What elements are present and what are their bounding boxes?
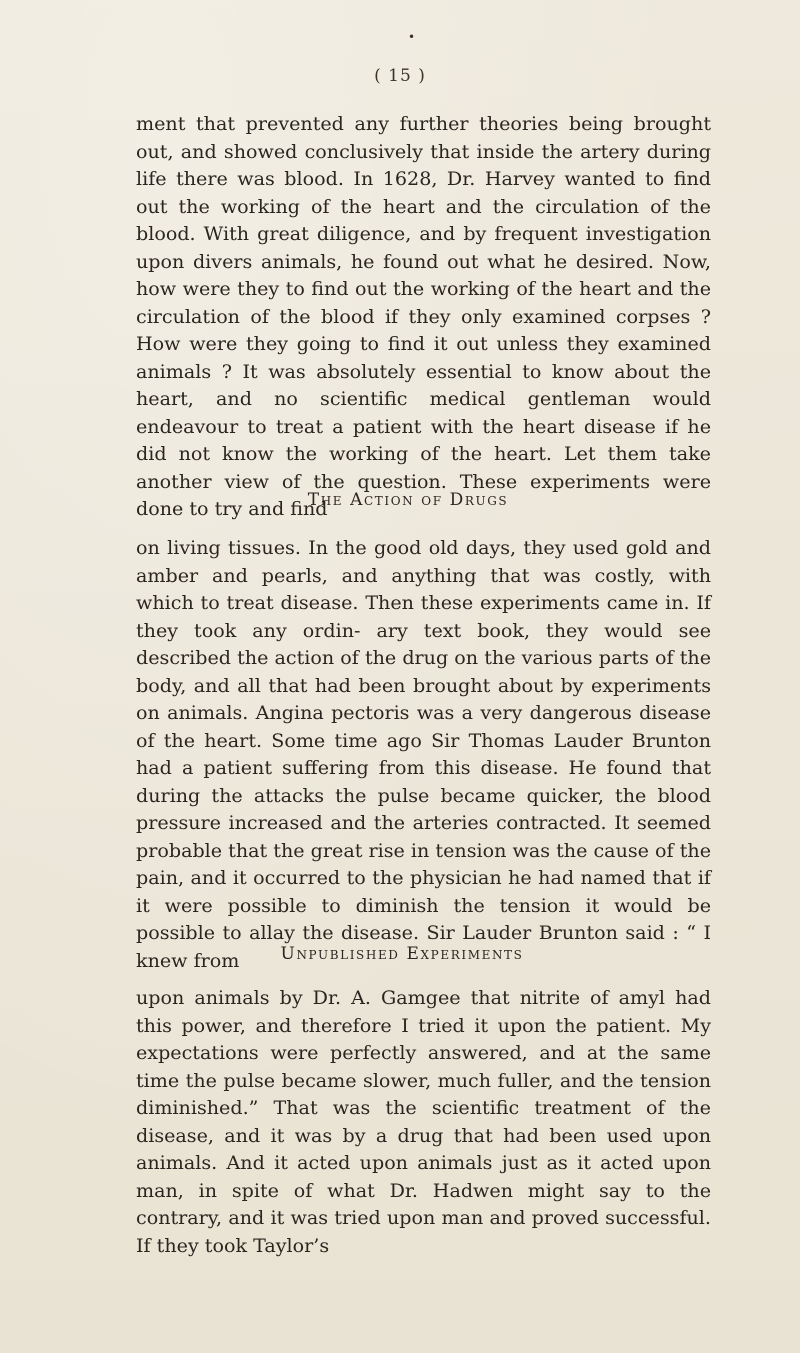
paragraph: on living tissues. In the good old days, they used gold and amber and pearls, and anything that was costly, with which to treat disease. Then these experiments came in. If they took any ordin- ary text book, they would see described the action of the drug on the various parts of the body, and all that had been brought about by experiments on animals. Angina pectoris was a very dangerous disease of the heart. Some time ago Sir Thomas Lauder Brunton had a patient suffering from this disease. He found that during the attacks the pulse became quicker, the blood pressure increased and the arteries contracted. It seemed probable that the great rise in tension was the cause of the pain, and it occurred to the physician he had named that if it were possible to diminish the tension it would be possible to allay the disease. Sir Lauder Brunton said : “ I knew from (136, 536, 711, 972)
section-heading-action-of-drugs: The Action of Drugs (307, 490, 509, 510)
page-number: ( 15 ) (374, 66, 426, 86)
paragraph: upon animals by Dr. A. Gamgee that nitrite of amyl had this power, and therefore I tried it upon the patient. My expectations were perfectly answered, and at the same time the pulse became slower, much fuller, and the tension diminished.” That was the scientific treatment of the disease, and it was by a drug that had been used upon animals. And it acted upon animals just as it acted upon man, in spite of what Dr. Hadwen might say to the contrary, and it was tried upon man and proved successful. If they took Taylor’s (136, 986, 711, 1257)
printer-mark: • (408, 30, 416, 44)
section-heading-unpublished-experiments: Unpublished Experiments (280, 944, 524, 964)
paragraph: ment that prevented any further theories being brought out, and showed conclusively that inside the artery during life there was blood. In 1628, Dr. Harvey wanted to find out the working of the heart and the circulation of the blood. With great diligence, and by frequent investigation upon divers animals, he found out what he desired. Now, how were they to find out the working of the heart and the circulation of the blood if they only examined corpses ? How were they going to find it out unless they examined animals ? It was absolutely essential to know about the heart, and no scientific medical gentleman would endeavour to treat a patient with the heart disease if he did not know the working of the heart. Let them take another view of the question. These experiments were done to try and find (136, 112, 711, 520)
